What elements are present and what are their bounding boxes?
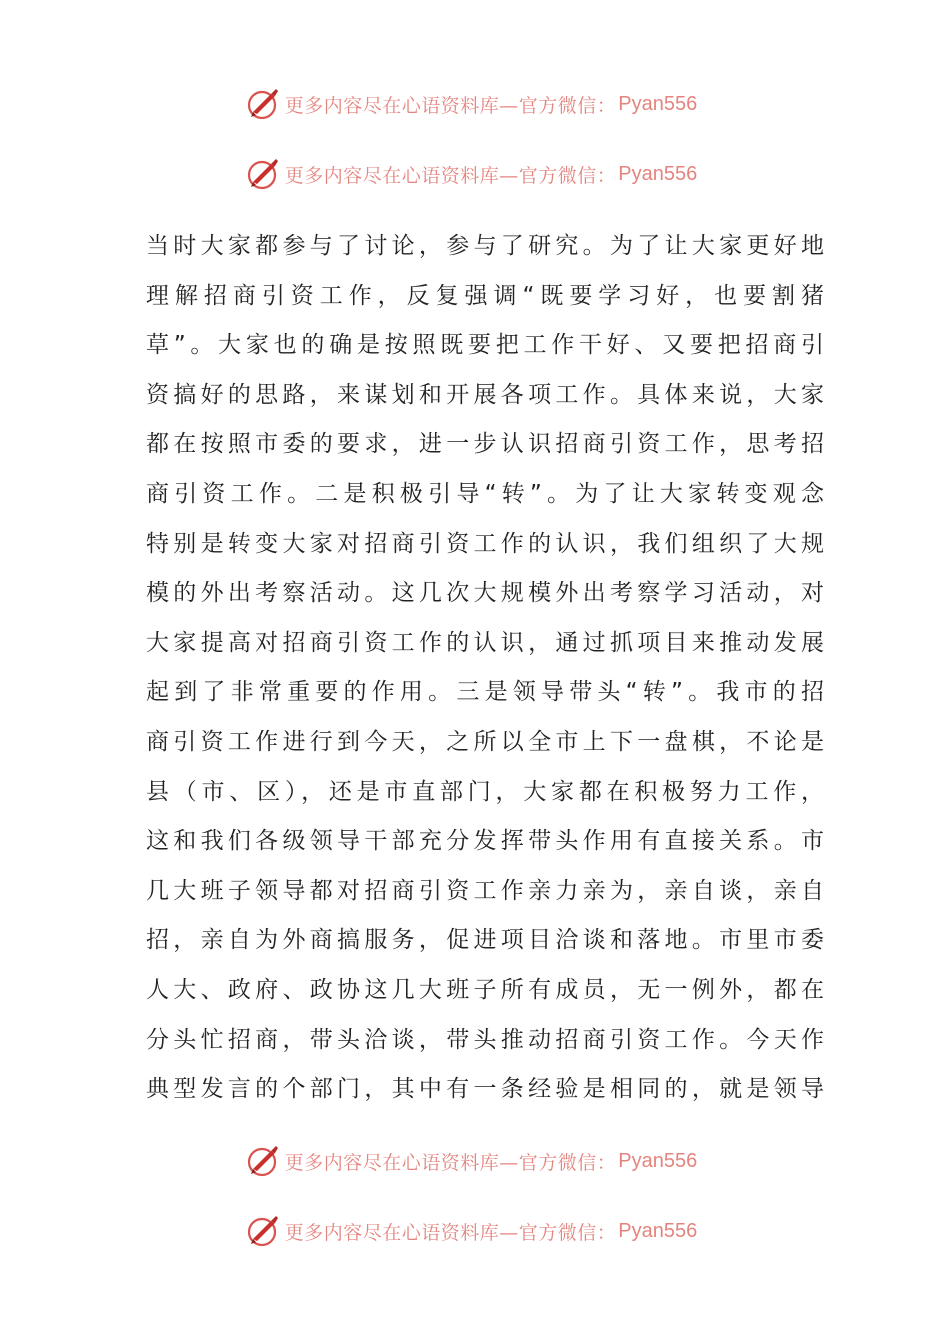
banner-text: 更多内容尽在心语资料库—官方微信： <box>284 1221 617 1244</box>
text-line: 都在按照市委的要求，进一步认识招商引资工作，思考招 <box>146 431 826 458</box>
text-line: 模的外出考察活动。这几次大规模外出考察学习活动，对 <box>146 580 826 607</box>
banner-wechat-id: Pyan556 <box>618 162 698 185</box>
watermark-banner-bottom-2 <box>0 1211 950 1251</box>
text-line: 草”。大家也的确是按照既要把工作干好、又要把招商引 <box>146 332 826 359</box>
banner-wechat-id: Pyan556 <box>618 1149 698 1172</box>
text-line: 商引资工作进行到今天，之所以全市上下一盘棋，不论是 <box>146 728 826 755</box>
text-line: 特别是转变大家对招商引资工作的认识，我们组织了大规 <box>146 530 826 557</box>
text-line: 县（市、区），还是市直部门，大家都在积极努力工作， <box>146 778 826 805</box>
watermark-banner-top-2 <box>0 154 950 194</box>
text-line: 分头忙招商，带头洽谈，带头推动招商引资工作。今天作 <box>146 1026 826 1053</box>
banner-text: 更多内容尽在心语资料库—官方微信： <box>284 94 617 117</box>
banner-wechat-id: Pyan556 <box>618 1219 698 1242</box>
text-line: 人大、政府、政协这几大班子所有成员，无一例外，都在 <box>146 976 826 1003</box>
text-line: 当时大家都参与了讨论，参与了研究。为了让大家更好地 <box>146 233 826 259</box>
text-line: 起到了非常重要的作用。三是领导带头“转”。我市的招 <box>146 679 826 706</box>
banner-wechat-id: Pyan556 <box>618 92 698 115</box>
text-line: 典型发言的个部门，其中有一条经验是相同的，就是领导 <box>146 1076 826 1103</box>
pen-logo-icon <box>245 1213 281 1249</box>
banner-text: 更多内容尽在心语资料库—官方微信： <box>284 1151 617 1174</box>
watermark-banner-bottom-1 <box>0 1141 950 1181</box>
pen-logo-icon <box>245 156 281 192</box>
text-line: 招，亲自为外商搞服务，促进项目洽谈和落地。市里市委 <box>146 927 826 954</box>
pen-logo-icon <box>245 86 281 122</box>
text-line: 资搞好的思路，来谋划和开展各项工作。具体来说，大家 <box>146 381 826 408</box>
text-line: 这和我们各级领导干部充分发挥带头作用有直接关系。市 <box>146 828 826 855</box>
document-body <box>146 222 826 1115</box>
text-line: 大家提高对招商引资工作的认识，通过抓项目来推动发展 <box>146 629 826 656</box>
watermark-banner-top-1 <box>0 84 950 124</box>
text-line: 商引资工作。二是积极引导“转”。为了让大家转变观念 <box>146 480 826 507</box>
text-line: 几大班子领导都对招商引资工作亲力亲为，亲自谈，亲自 <box>146 877 826 904</box>
banner-text: 更多内容尽在心语资料库—官方微信： <box>284 164 617 187</box>
pen-logo-icon <box>245 1143 281 1179</box>
text-line: 理解招商引资工作，反复强调“既要学习好，也要割猪 <box>146 282 826 309</box>
